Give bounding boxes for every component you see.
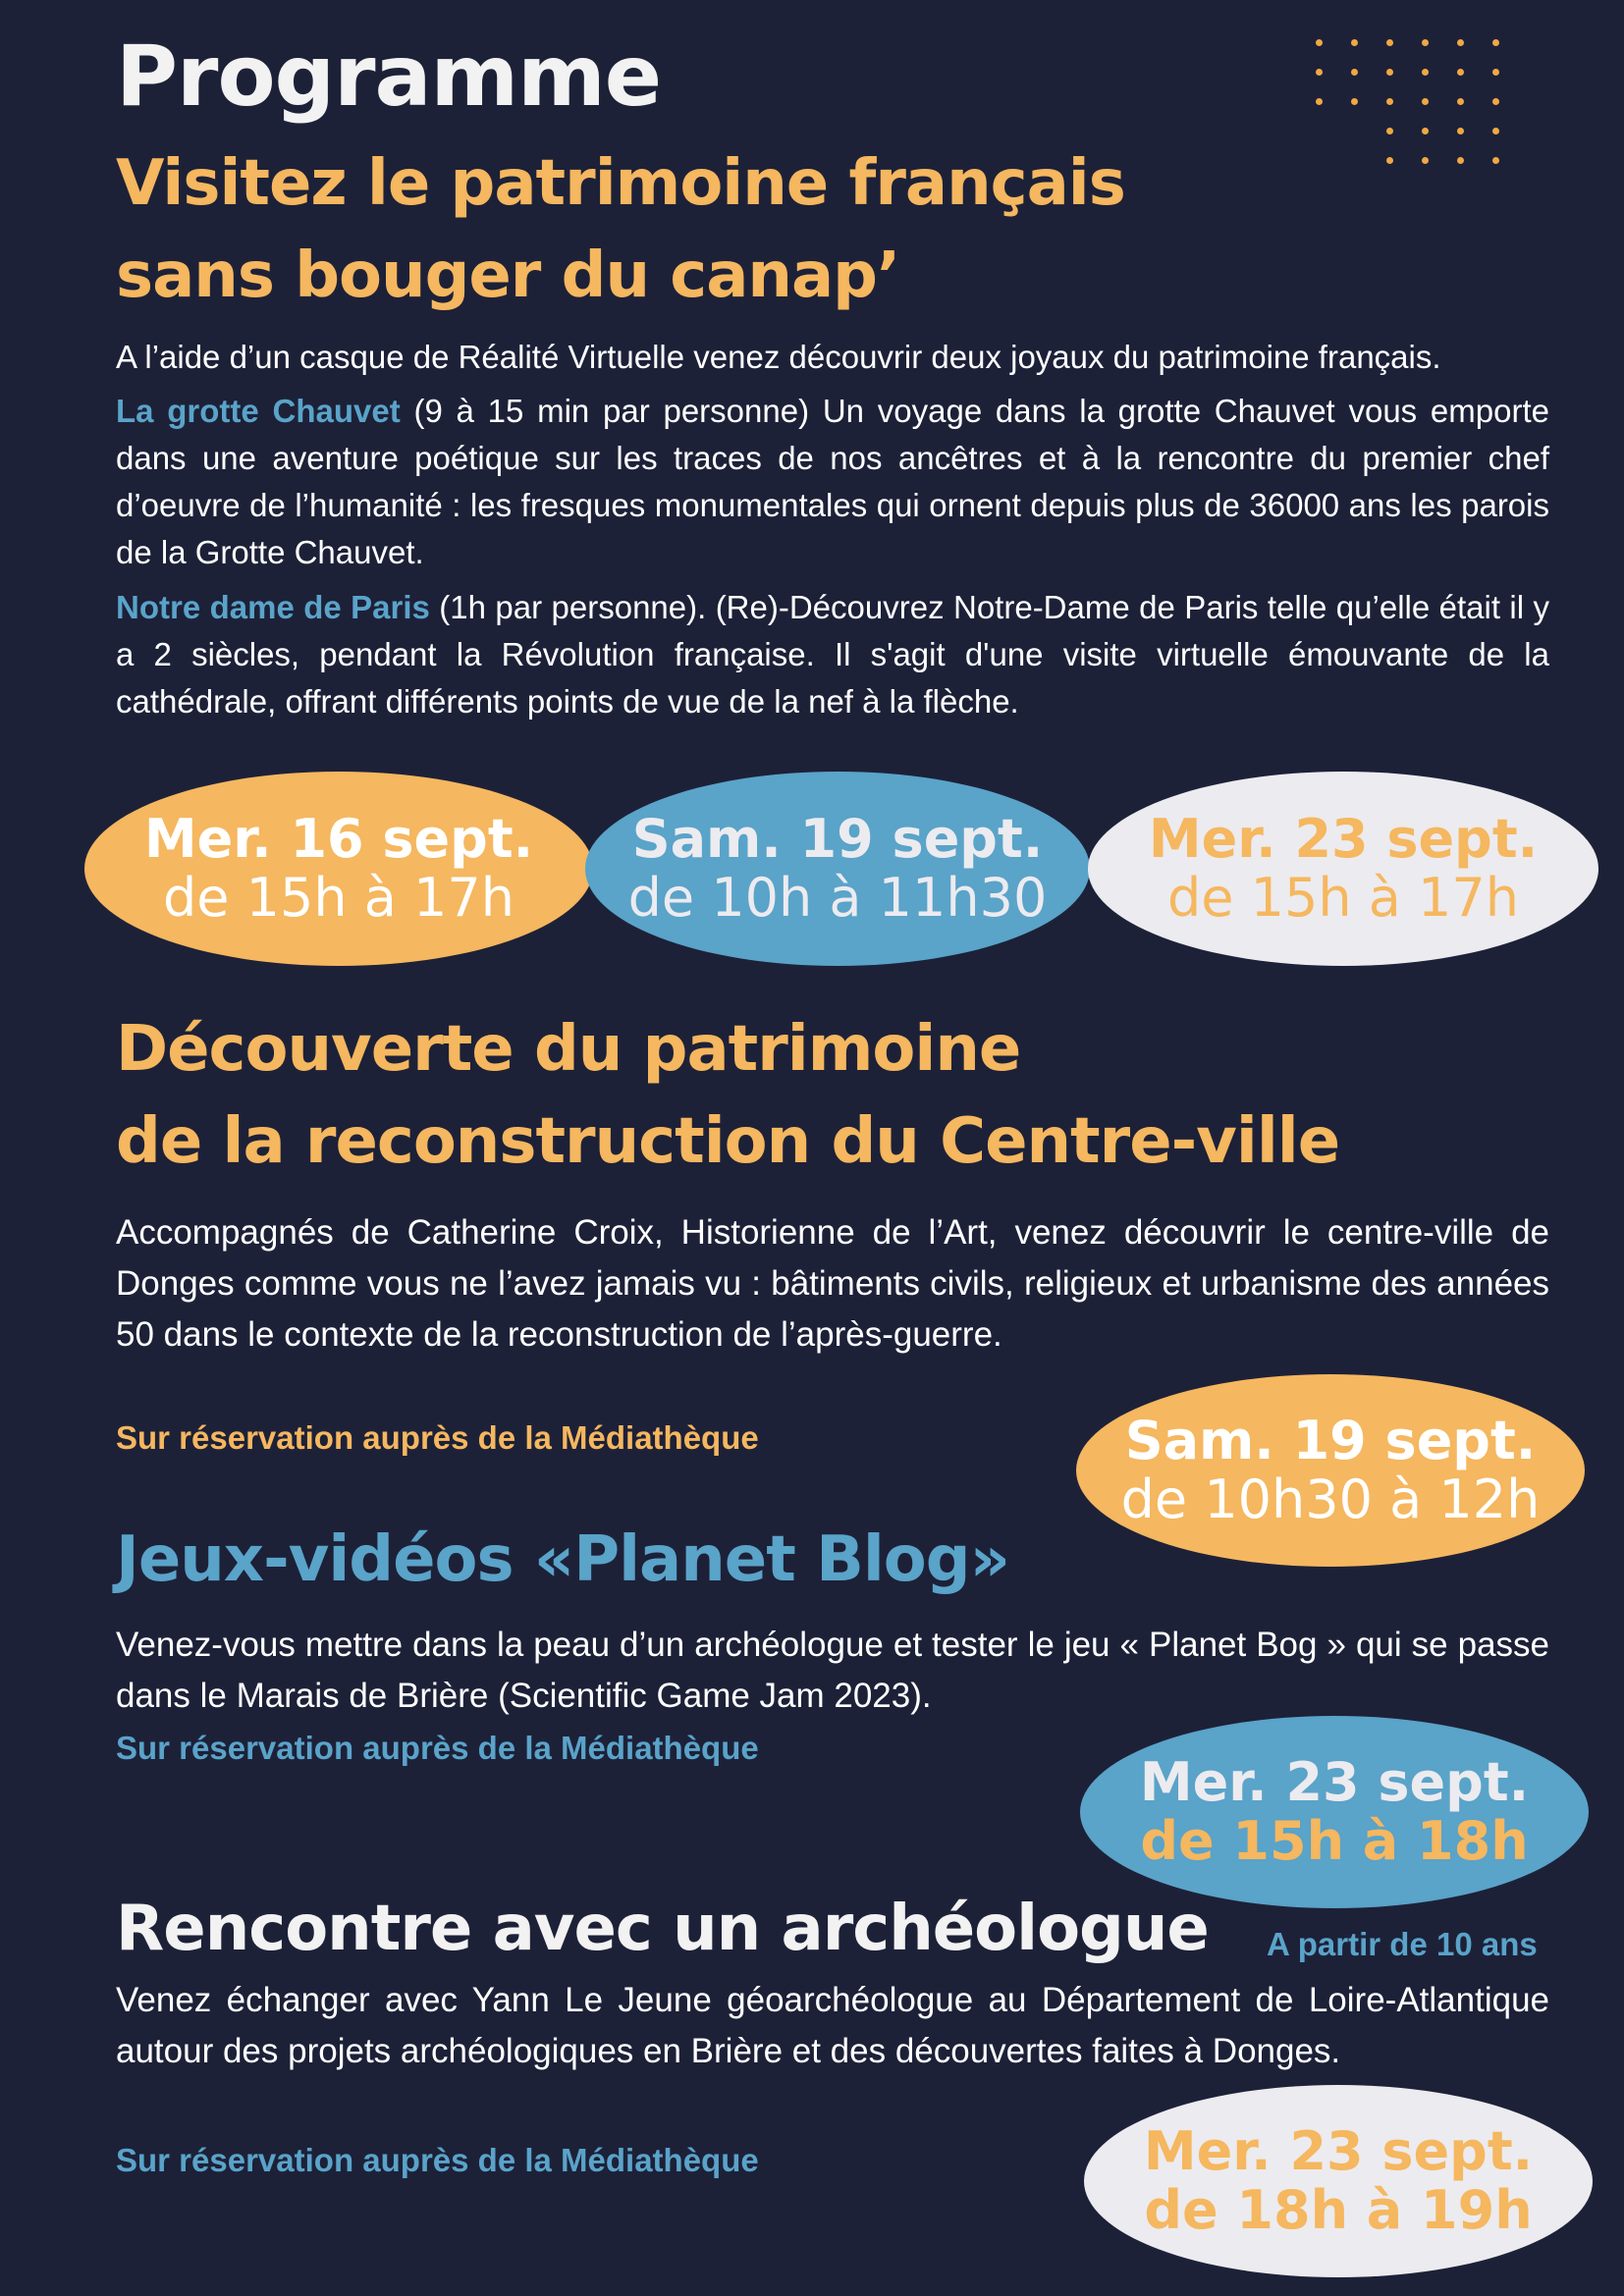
date-badge-mer-23 xyxy=(1088,772,1598,966)
decorative-dot xyxy=(1386,69,1393,76)
decorative-dot xyxy=(1316,39,1323,46)
decorative-dot xyxy=(1351,69,1358,76)
date-badge-sam-19-section2 xyxy=(1076,1374,1585,1567)
decorative-dot xyxy=(1492,39,1499,46)
item2-name: Notre dame de Paris xyxy=(116,589,430,625)
date-badge-mer-23-section4 xyxy=(1084,2085,1593,2277)
date-time: de 15h à 18h xyxy=(1140,1810,1529,1872)
section4-title: Rencontre avec un archéologue xyxy=(116,1893,1209,1965)
section1-intro: A l’aide d’un casque de Réalité Virtuelle venez découvrir deux joyaux du patrimoine français. xyxy=(116,339,1441,375)
decorative-dot xyxy=(1386,39,1393,46)
decorative-dot-grid xyxy=(1316,39,1551,177)
decorative-dot xyxy=(1351,98,1358,105)
section1-title-line2: sans bouger du canap’ xyxy=(116,240,900,312)
section2-title xyxy=(116,1003,1339,1188)
date-time: de 10h à 11h30 xyxy=(627,867,1048,929)
decorative-dot xyxy=(1422,39,1429,46)
section2-text: Accompagnés de Catherine Croix, Historienne de l’Art, venez découvrir le centre-ville de Donges comme vous ne l’avez jamais vu : bâtiments civils, religieux et urbanisme des années 50 dans le contexte de la reconstruction de l’après-guerre. xyxy=(116,1213,1549,1354)
decorative-dot xyxy=(1422,157,1429,164)
decorative-dot xyxy=(1386,98,1393,105)
page-title: Programme xyxy=(116,27,662,126)
date-day: Sam. 19 sept. xyxy=(1124,1409,1537,1471)
date-time: de 10h30 à 12h xyxy=(1120,1468,1541,1530)
decorative-dot xyxy=(1351,39,1358,46)
decorative-dot xyxy=(1422,98,1429,105)
decorative-dot xyxy=(1457,128,1464,134)
date-badge-mer-23-section3 xyxy=(1080,1716,1589,1908)
decorative-dot xyxy=(1457,157,1464,164)
section4-text: Venez échanger avec Yann Le Jeune géoarchéologue au Département de Loire-Atlantique autour des projets archéologiques en Brière et des découvertes faites à Donges. xyxy=(116,1981,1549,2070)
age-badge: A partir de 10 ans xyxy=(1267,1926,1538,1962)
section1-title xyxy=(116,137,1125,322)
decorative-dot xyxy=(1386,128,1393,134)
item1-name: La grotte Chauvet xyxy=(116,393,401,429)
item2-text: (1h par personne). (Re)-Découvrez Notre-Dame de Paris telle qu’elle était il y a 2 siècles, pendant la Révolution française. Il s'agit d'une visite virtuelle émouvante de la cathédrale, offrant différents points de vue de la nef à la flèche. xyxy=(116,589,1549,720)
decorative-dot xyxy=(1422,69,1429,76)
decorative-dot xyxy=(1386,157,1393,164)
section3-title: Jeux-vidéos «Planet Blog» xyxy=(116,1523,1009,1596)
section2-title-line2: de la reconstruction du Centre-ville xyxy=(116,1105,1340,1178)
decorative-dot xyxy=(1492,157,1499,164)
section3-reservation-note: Sur réservation auprès de la Médiathèque xyxy=(116,1730,759,1766)
date-time: de 15h à 17h xyxy=(163,867,514,929)
section4-reservation-note: Sur réservation auprès de la Médiathèque xyxy=(116,2142,759,2178)
section1-item1 xyxy=(116,388,1549,576)
section1-item2 xyxy=(116,584,1549,725)
decorative-dot xyxy=(1422,128,1429,134)
date-day: Mer. 16 sept. xyxy=(143,807,534,870)
date-badge-mer-16 xyxy=(84,772,593,966)
decorative-dot xyxy=(1316,69,1323,76)
date-time: de 18h à 19h xyxy=(1144,2179,1533,2241)
decorative-dot xyxy=(1492,98,1499,105)
decorative-dot xyxy=(1457,39,1464,46)
date-time: de 15h à 17h xyxy=(1167,867,1519,929)
item1-text: (9 à 15 min par personne) Un voyage dans la grotte Chauvet vous emporte dans une aventure poétique sur les traces de nos ancêtres et à la rencontre du premier chef d’oeuvre de l’humanité : les fresques monumentales qui ornent depuis plus de 36000 ans les parois de la Grotte Chauvet. xyxy=(116,393,1549,570)
section1-title-line1: Visitez le patrimoine français xyxy=(116,147,1125,220)
section2-reservation-note: Sur réservation auprès de la Médiathèque xyxy=(116,1419,759,1456)
decorative-dot xyxy=(1492,69,1499,76)
date-day: Mer. 23 sept. xyxy=(1148,807,1539,870)
decorative-dot xyxy=(1457,69,1464,76)
decorative-dot xyxy=(1457,98,1464,105)
date-day: Mer. 23 sept. xyxy=(1139,1750,1530,1813)
date-day: Mer. 23 sept. xyxy=(1143,2119,1534,2182)
date-day: Sam. 19 sept. xyxy=(631,807,1044,870)
date-badge-sam-19 xyxy=(585,772,1090,966)
section2-title-line1: Découverte du patrimoine xyxy=(116,1013,1021,1086)
section3-text: Venez-vous mettre dans la peau d’un archéologue et tester le jeu « Planet Bog » qui se passe dans le Marais de Brière (Scientific Game Jam 2023). xyxy=(116,1626,1549,1715)
decorative-dot xyxy=(1492,128,1499,134)
decorative-dot xyxy=(1316,98,1323,105)
